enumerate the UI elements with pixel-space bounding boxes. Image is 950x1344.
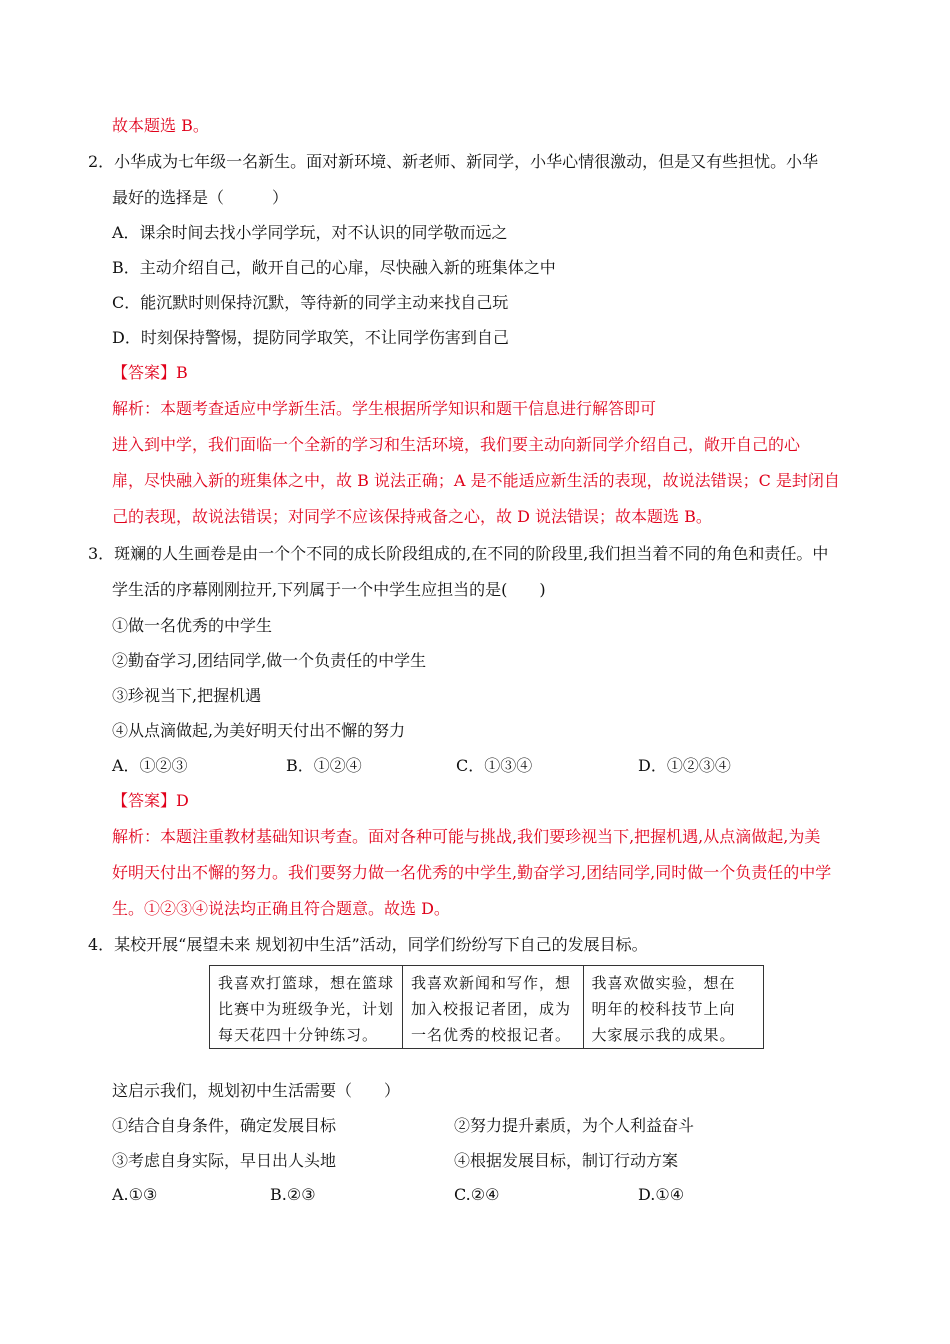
- q4-item-4: ④根据发展目标，制订行动方案: [454, 1151, 679, 1170]
- q4-item-3: ③考虑自身实际，早日出人头地: [112, 1151, 337, 1170]
- q2-answer: 【答案】B: [112, 363, 188, 382]
- goals-cell-journalism: [403, 966, 584, 1048]
- goals-cell-basketball: [210, 966, 403, 1048]
- q4-option-b: B.②③: [270, 1185, 316, 1204]
- goals-cell-line: 比赛中为班级争光，计划: [218, 1000, 395, 1018]
- q3-item-1: ①做一名优秀的中学生: [112, 616, 273, 635]
- goals-cell-line: 明年的校科技节上向: [591, 1000, 736, 1018]
- q2-option-d: D．时刻保持警惕，提防同学取笑，不让同学伤害到自己: [112, 328, 509, 347]
- q2-analysis-line-2: 进入到中学，我们面临一个全新的学习和生活环境，我们要主动向新同学介绍自己，敞开自己的心: [112, 435, 801, 454]
- goals-cell-line: 我喜欢打篮球，想在篮球: [218, 974, 395, 992]
- q2-analysis-line-3: 扉，尽快融入新的班集体之中，故 B 说法正确；A 是不能适应新生活的表现，故说法错误；C 是封闭自: [112, 471, 840, 490]
- q2-analysis-line-4: 己的表现，故说法错误；对同学不应该保持戒备之心，故 D 说法错误；故本题选 B。: [112, 507, 712, 526]
- q3-option-d: D．①②③④: [638, 756, 731, 775]
- q3-stem-line-2: 学生活的序幕刚刚拉开,下列属于一个中学生应担当的是( ): [112, 580, 546, 599]
- q3-analysis-line-2: 好明天付出不懈的努力。我们要努力做一名优秀的中学生,勤奋学习,团结同学,同时做一个负责任的中学: [112, 863, 832, 882]
- q4-stem: 4．某校开展“展望未来 规划初中生活”活动，同学们纷纷写下自己的发展目标。: [88, 935, 648, 954]
- goals-table: [209, 965, 764, 1049]
- q2-option-b: B．主动介绍自己，敞开自己的心扉，尽快融入新的班集体之中: [112, 258, 556, 277]
- q2-analysis-line-1: 解析：本题考查适应中学新生活。学生根据所学知识和题干信息进行解答即可: [112, 399, 657, 418]
- q3-stem-line-1: 3．斑斓的人生画卷是由一个个不同的成长阶段组成的,在不同的阶段里,我们担当着不同的角色和责任。中: [88, 544, 829, 563]
- q4-prompt: 这启示我们，规划初中生活需要（ ）: [112, 1081, 401, 1100]
- q4-option-c: C.②④: [454, 1185, 500, 1204]
- q3-answer: 【答案】D: [112, 791, 189, 810]
- goals-cell-line: 大家展示我的成果。: [591, 1026, 736, 1044]
- goals-cell-line: 每天花四十分钟练习。: [218, 1026, 379, 1044]
- q4-option-a: A.①③: [112, 1185, 158, 1204]
- q3-item-2: ②勤奋学习,团结同学,做一个负责任的中学生: [112, 651, 427, 670]
- q1-conclusion: 故本题选 B。: [112, 116, 209, 135]
- goals-cell-line: 我喜欢做实验，想在: [591, 974, 736, 992]
- goals-cell-line: 一名优秀的校报记者。: [411, 1026, 572, 1044]
- q3-option-b: B．①②④: [286, 756, 362, 775]
- goals-cell-experiment: [584, 966, 764, 1048]
- q4-item-1: ①结合自身条件，确定发展目标: [112, 1116, 337, 1135]
- goals-cell-line: 我喜欢新闻和写作，想: [411, 974, 572, 992]
- q3-item-3: ③珍视当下,把握机遇: [112, 686, 262, 705]
- q3-analysis-line-1: 解析：本题注重教材基础知识考查。面对各种可能与挑战,我们要珍视当下,把握机遇,从点滴做起,为美: [112, 827, 821, 846]
- q2-stem-line-2: 最好的选择是（ ）: [112, 188, 289, 207]
- q4-item-2: ②努力提升素质，为个人利益奋斗: [454, 1116, 695, 1135]
- q2-option-c: C．能沉默时则保持沉默，等待新的同学主动来找自己玩: [112, 293, 509, 312]
- q2-stem-line-1: 2．小华成为七年级一名新生。面对新环境、新老师、新同学，小华心情很激动，但是又有些担忧。小华: [88, 152, 819, 171]
- q3-option-c: C．①③④: [456, 756, 533, 775]
- q3-analysis-line-3: 生。①②③④说法均正确且符合题意。故选 D。: [112, 899, 450, 918]
- q4-option-d: D.①④: [638, 1185, 685, 1204]
- q3-item-4: ④从点滴做起,为美好明天付出不懈的努力: [112, 721, 406, 740]
- q3-option-a: A．①②③: [112, 756, 188, 775]
- goals-cell-line: 加入校报记者团，成为: [411, 1000, 572, 1018]
- q2-option-a: A．课余时间去找小学同学玩，对不认识的同学敬而远之: [112, 223, 508, 242]
